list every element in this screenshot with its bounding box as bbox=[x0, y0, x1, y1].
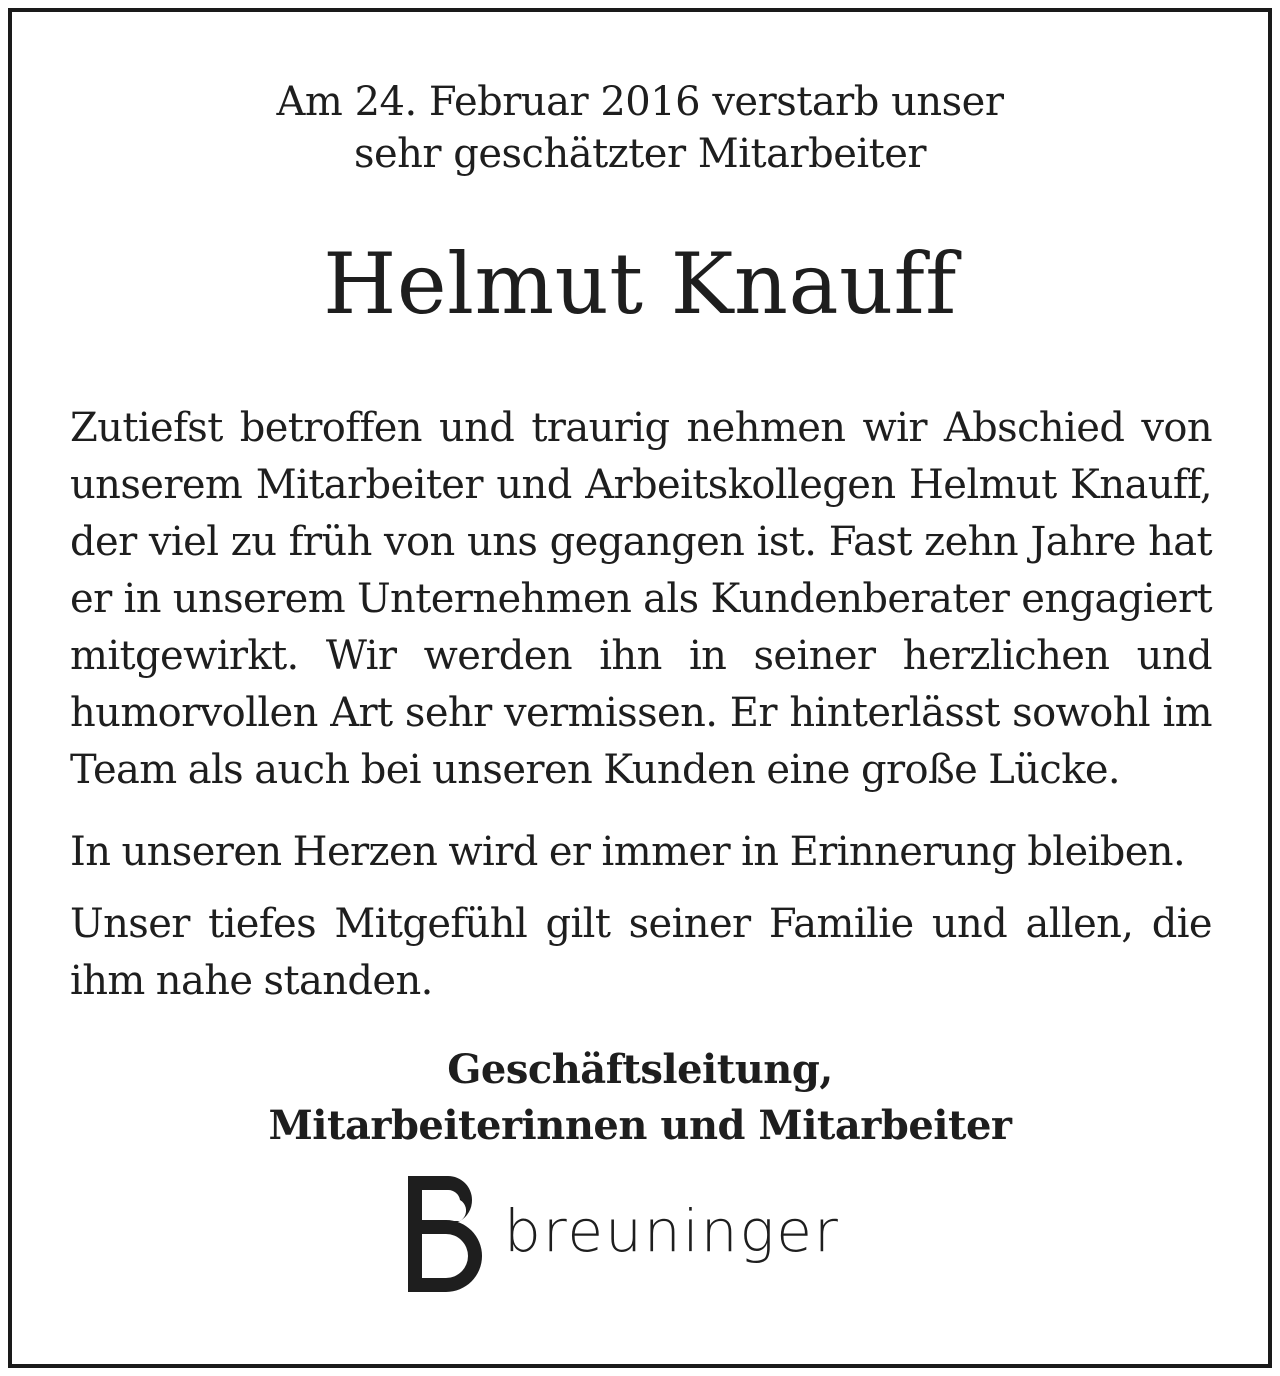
obituary-notice bbox=[12, 12, 1268, 1364]
deceased-name: Helmut Knauff bbox=[323, 235, 957, 333]
intro-line-2: sehr geschätzter Mitarbeiter bbox=[353, 131, 927, 177]
intro-line-1: Am 24. Februar 2016 verstarb unser bbox=[276, 79, 1004, 125]
signature-line-2: Mitarbeiterinnen und Mitarbeiter bbox=[268, 1102, 1012, 1149]
paragraph-condolence: Unser tiefes Mitgefühl gilt seiner Familie und allen, die ihm nahe standen. bbox=[70, 901, 1212, 1004]
notice-frame bbox=[8, 8, 1272, 1368]
breuninger-b-logo-icon bbox=[402, 1172, 488, 1296]
paragraph-farewell: Zutiefst betroffen und traurig nehmen wir Abschied von unserem Mitarbeiter und Arbeitskollegen Helmut Knauff, der viel zu früh von uns gegangen ist. Fast zehn Jahre hat er in unserem Unternehmen als Kundenberater engagiert mitgewirkt. Wir werden ihn in seiner herzlichen und humorvollen Art sehr vermissen. Er hinterlässt sowohl im Team als auch bei unseren Kunden eine große Lücke. bbox=[70, 405, 1212, 793]
logo-wordmark: breuninger bbox=[504, 1197, 840, 1265]
signature bbox=[12, 1042, 1268, 1154]
intro-text bbox=[12, 76, 1268, 180]
paragraph-remembrance: In unseren Herzen wird er immer in Erinnerung bleiben. bbox=[70, 829, 1186, 875]
signature-line-1: Geschäftsleitung, bbox=[447, 1046, 833, 1093]
company-logo bbox=[402, 1172, 862, 1302]
